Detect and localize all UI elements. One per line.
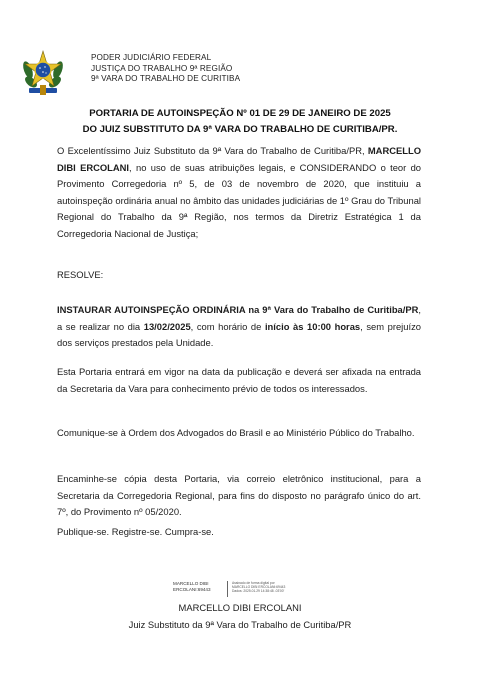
signer-role: Juiz Substituto da 9ª Vara do Trabalho de Curitiba/PR	[128, 619, 352, 630]
validity-paragraph: Esta Portaria entrará em vigor na data da publicação e deverá ser afixada na entrada da Secretaria da Vara para conhecimento prévio de todos os interessados.	[57, 366, 421, 394]
paragraph-text: , sem prejuízo dos serviços prestados pela Unidade.	[57, 320, 421, 349]
stamp-divider	[227, 581, 228, 597]
paragraph-text: , a se realizar no dia	[57, 304, 421, 332]
communication-paragraph: Comunique-se à Ordem dos Advogados do Brasil e ao Ministério Público do Trabalho.	[57, 427, 415, 438]
stamp-detail-line: Assinado de forma digital por	[232, 581, 275, 585]
stamp-name-line: ERCOLANI:69443	[173, 586, 211, 592]
closing-paragraph: Publique-se. Registre-se. Cumpra-se.	[57, 526, 214, 537]
stamp-name	[173, 581, 211, 592]
header-line: 9ª VARA DO TRABALHO DE CURITIBA	[91, 74, 241, 83]
judge-name: MARCELLO DIBI ERCOLANI	[57, 145, 421, 173]
resolve-heading: RESOLVE:	[57, 269, 104, 280]
paragraph-text: O Excelentíssimo Juiz Substituto da 9ª Vara do Trabalho de Curitiba/PR,	[57, 145, 368, 156]
considering-paragraph	[57, 143, 421, 243]
document-title: PORTARIA DE AUTOINSPEÇÃO Nº 01 DE 29 DE JANEIRO DE 2025	[89, 108, 391, 119]
header-line: PODER JUDICIÁRIO FEDERAL	[91, 53, 212, 62]
court-header	[91, 53, 240, 85]
stamp-name-line: MARCELLO DIBI	[173, 581, 209, 586]
paragraph-text: , com horário de	[190, 320, 265, 332]
resolution-action: INSTAURAR AUTOINSPEÇÃO ORDINÁRIA na 9ª Vara do Trabalho de Curitiba/PR	[57, 304, 419, 315]
digital-signature-stamp	[170, 581, 330, 599]
paragraph-text: , no uso de suas atribuições legais, e CONSIDERANDO o teor do Provimento Corregedoria nº 5, de 03 de novembro de 2020, que instituiu a autoinspeção ordinária anual no âmbito das unidades judiciárias de 1º Grau do Tribunal Regional do Trabalho da 9ª Região, nos termos da Diretriz Estratégica 1 da Corregedoria Nacional de Justiça;	[57, 161, 422, 239]
stamp-detail-line: MARCELLO DIBI ERCOLANI:69443	[232, 585, 286, 590]
signer-name: MARCELLO DIBI ERCOLANI	[178, 602, 302, 613]
stamp-detail-line: Dados: 2025.01.29 14:38:48 -03'00'	[232, 589, 285, 594]
inspection-time: início às 10:00 horas	[264, 320, 361, 332]
stamp-details	[232, 581, 285, 593]
brazil-coat-of-arms-icon	[18, 48, 68, 98]
inspection-date: 13/02/2025	[143, 320, 191, 332]
header-line: JUSTIÇA DO TRABALHO 9ª REGIÃO	[91, 63, 233, 73]
forwarding-paragraph: Encaminhe-se cópia desta Portaria, via correio eletrônico institucional, para a Secretaria da Corregedoria Regional, para fins do disposto no parágrafo único do art. 7º, do Provimento nº 05/2020.	[57, 473, 421, 518]
resolution-paragraph	[57, 302, 421, 352]
document-subtitle: DO JUIZ SUBSTITUTO DA 9ª VARA DO TRABALHO DE CURITIBA/PR.	[82, 124, 398, 135]
